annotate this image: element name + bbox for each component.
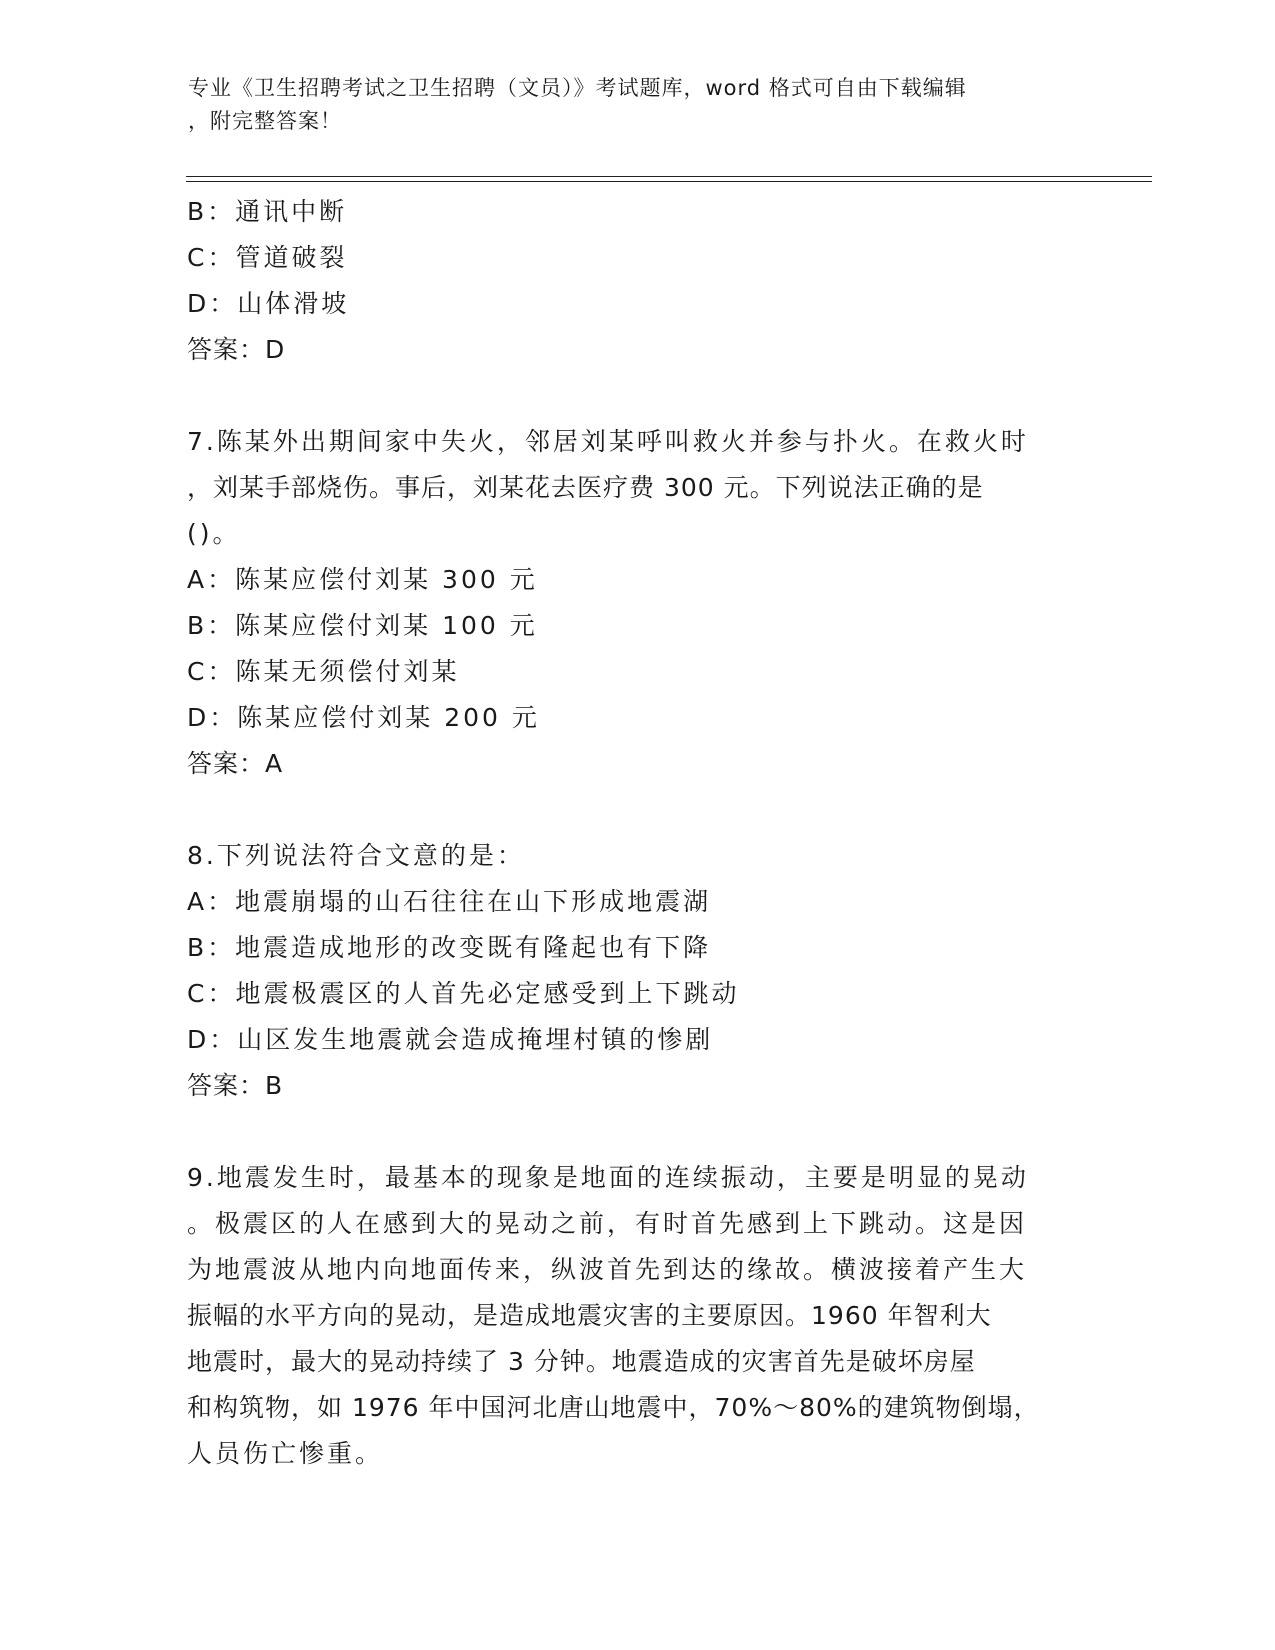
question-stem-line: 和构筑物，如 1976 年中国河北唐山地震中，70%～80%的建筑物倒塌，	[187, 1393, 1040, 1422]
question-7	[187, 419, 1067, 787]
option-b: B：通讯中断	[187, 197, 348, 226]
option-c: C：陈某无须偿付刘某	[187, 657, 460, 686]
option-a: A：陈某应偿付刘某 300 元	[187, 565, 538, 594]
header-line-2: ，附完整答案！	[188, 109, 342, 133]
spacer	[187, 373, 1067, 419]
spacer	[187, 787, 1067, 833]
answer-line: 答案：D	[187, 335, 286, 364]
header-divider-bottom	[186, 181, 1152, 182]
option-b: B：陈某应偿付刘某 100 元	[187, 611, 538, 640]
option-c: C：地震极震区的人首先必定感受到上下跳动	[187, 979, 740, 1008]
question-stem-line: 8.下列说法符合文意的是：	[187, 841, 525, 870]
question-stem-line: ，刘某手部烧伤。事后，刘某花去医疗费 300 元。下列说法正确的是	[187, 473, 984, 502]
option-d: D：山体滑坡	[187, 289, 350, 318]
answer-line: 答案：B	[187, 1071, 284, 1100]
header-line-1: 专业《卫生招聘考试之卫生招聘（文员）》考试题库，word 格式可自由下载编辑	[188, 76, 967, 100]
question-stem-line: 。极震区的人在感到大的晃动之前，有时首先感到上下跳动。这是因	[187, 1209, 1028, 1238]
question-stem-line: 7.陈某外出期间家中失火，邻居刘某呼叫救火并参与扑火。在救火时	[187, 427, 1029, 456]
header-divider-top	[186, 176, 1152, 177]
question-stem-line: 人员伤亡惨重。	[187, 1439, 384, 1468]
question-stem-line: ()。	[187, 519, 241, 548]
question-stem-line: 为地震波从地内向地面传来，纵波首先到达的缘故。横波接着产生大	[187, 1255, 1028, 1284]
answer-line: 答案：A	[187, 749, 284, 778]
option-c: C：管道破裂	[187, 243, 348, 272]
question-stem-line: 振幅的水平方向的晃动，是造成地震灾害的主要原因。1960 年智利大	[187, 1301, 992, 1330]
spacer	[187, 1109, 1067, 1155]
question-content	[187, 189, 1067, 1477]
option-d: D：山区发生地震就会造成掩埋村镇的惨剧	[187, 1025, 714, 1054]
question-9	[187, 1155, 1067, 1477]
page-header	[188, 72, 1068, 138]
question-8	[187, 833, 1067, 1109]
prev-question	[187, 189, 1067, 373]
question-stem-line: 地震时，最大的晃动持续了 3 分钟。地震造成的灾害首先是破坏房屋	[187, 1347, 976, 1376]
option-a: A：地震崩塌的山石往往在山下形成地震湖	[187, 887, 712, 916]
option-d: D：陈某应偿付刘某 200 元	[187, 703, 540, 732]
option-b: B：地震造成地形的改变既有隆起也有下降	[187, 933, 712, 962]
question-stem-line: 9.地震发生时，最基本的现象是地面的连续振动，主要是明显的晃动	[187, 1163, 1029, 1192]
